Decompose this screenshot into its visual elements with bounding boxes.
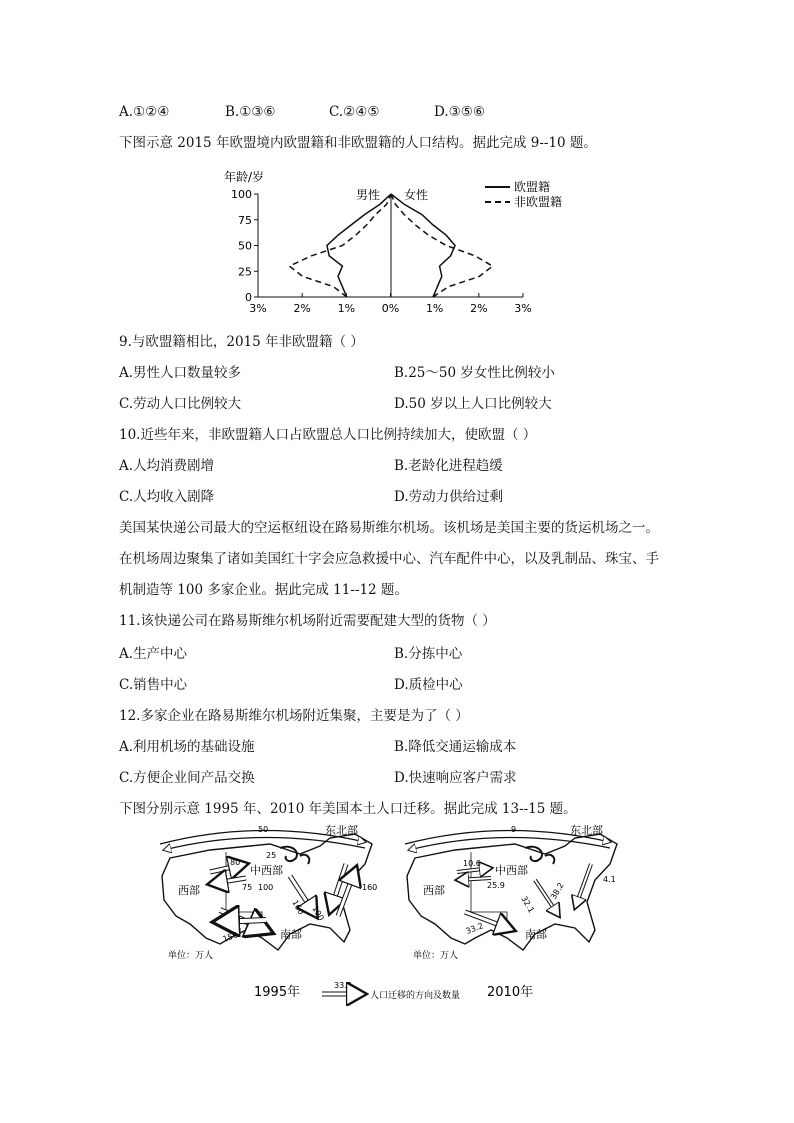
map-1995 [160, 824, 377, 1000]
val-1995-100: 100 [258, 883, 274, 892]
val-1995-150: 150 [221, 930, 240, 944]
series-eu-male-line [327, 194, 391, 297]
val-1995-25: 25 [266, 851, 277, 860]
x-tick-label: 0% [381, 302, 400, 315]
q10-stem: 10.近些年来，非欧盟籍人口占欧盟总人口比例持续加大，使欧盟（ ） [119, 427, 537, 443]
population-pyramid-chart [220, 164, 590, 322]
q12-stem: 12.多家企业在路易斯维尔机场附近集聚，主要是为了（ ） [119, 708, 469, 724]
option-b: B.①③⑥ [225, 104, 276, 120]
q11-option-c: C.销售中心 [119, 677, 188, 693]
x-tick-label: 2% [470, 302, 488, 315]
q11-stem: 11.该快递公司在路易斯维尔机场附近需要配建大型的货物（ ） [119, 613, 496, 629]
q9-option-b: B.25～50 岁女性比例较小 [394, 365, 555, 381]
q9-option-c: C.劳动人口比例较大 [119, 396, 242, 412]
q12-option-a: A.利用机场的基础设施 [119, 739, 255, 755]
region-w-1995: 西部 [178, 884, 200, 897]
x-tick-label: 3% [249, 302, 267, 315]
q9-option-d: D.50 岁以上人口比例较大 [394, 396, 552, 412]
y-tick-label: 0 [245, 291, 252, 304]
q9-stem: 9.与欧盟籍相比，2015 年非欧盟籍（ ） [119, 334, 364, 350]
female-label: 女性 [404, 188, 429, 202]
y-tick-label: 50 [238, 239, 252, 253]
val-2010-33-2: 33.2 [464, 921, 485, 936]
unit-1995: 单位：万人 [168, 951, 214, 961]
q11-option-a: A.生产中心 [119, 646, 188, 662]
option-a: A.①②④ [119, 104, 170, 120]
migration-maps [150, 820, 620, 1010]
intro-11-12-line2: 在机场周边聚集了诸如美国红十字会应急救援中心、汽车配件中心，以及乳制品、珠宝、手 [119, 551, 659, 567]
year-1995: 1995年 [254, 985, 301, 1000]
intro-9-10: 下图示意 2015 年欧盟境内欧盟籍和非欧盟籍的人口结构。据此完成 9--10 题。 [119, 135, 597, 151]
val-1995-100b: 100 [310, 904, 326, 923]
intro-11-12-line3: 机制造等 100 多家企业。据此完成 11--12 题。 [119, 582, 408, 598]
val-2010-38-2: 38.2 [548, 881, 566, 901]
q12-option-d: D.快速响应客户需求 [394, 770, 517, 786]
x-tick-label: 1% [425, 302, 444, 315]
region-ne-1995: 东北部 [325, 824, 358, 837]
val-2010-32-1: 32.1 [519, 894, 536, 915]
option-c: C.②④⑤ [329, 104, 380, 120]
val-1995-160b: 160 [362, 883, 378, 892]
q9-option-a: A.男性人口数量较多 [119, 365, 242, 381]
val-1995-80: 80 [230, 858, 241, 867]
val-1995-160a: 160 [290, 898, 306, 917]
map-2010 [405, 824, 617, 1000]
unit-2010: 单位：万人 [413, 951, 459, 961]
q10-option-b: B.老龄化进程趋缓 [394, 458, 503, 474]
q12-option-c: C.方便企业间产品交换 [119, 770, 255, 786]
y-tick-label: 75 [238, 213, 252, 227]
val-1995-50: 50 [258, 825, 269, 834]
val-2010-25-9: 25.9 [487, 881, 505, 890]
val-2010-4-1: 4.1 [603, 875, 616, 884]
arrow-s-w-1995-b [216, 920, 266, 922]
legend-value: 33.2 [334, 981, 352, 990]
q10-option-c: C.人均收入剧降 [119, 489, 215, 505]
region-w-2010: 西部 [423, 884, 445, 897]
series-eu-female-line [391, 194, 455, 297]
q11-option-d: D.质检中心 [394, 677, 463, 693]
option-d: D.③⑤⑥ [434, 104, 485, 120]
intro-11-12-line1: 美国某快递公司最大的空运枢纽设在路易斯维尔机场。该机场是美国主要的货运机场之一。 [119, 520, 659, 536]
region-mw-1995: 中西部 [250, 864, 283, 877]
q12-option-b: B.降低交通运输成本 [394, 739, 517, 755]
val-2010-9: 9 [511, 825, 517, 834]
region-s-2010: 南部 [525, 928, 547, 941]
legend-non-eu-label: 非欧盟籍 [514, 195, 563, 209]
legend-eu-label: 欧盟籍 [514, 180, 551, 194]
intro-13-15: 下图分别示意 1995 年、2010 年美国本土人口迁移。据此完成 13--15 题。 [119, 801, 577, 817]
val-2010-10-6: 10.6 [463, 859, 481, 868]
y-tick-label: 100 [231, 188, 252, 201]
series-non-eu-female-line [391, 194, 493, 297]
val-1995-75: 75 [242, 883, 253, 892]
y-tick-label: 25 [238, 265, 252, 279]
region-ne-2010: 东北部 [570, 824, 603, 837]
male-label: 男性 [356, 188, 381, 202]
region-s-1995: 南部 [280, 928, 302, 941]
q10-option-a: A.人均消费剧增 [119, 458, 215, 474]
x-tick-label: 2% [293, 302, 311, 315]
x-tick-label: 1% [337, 302, 356, 315]
year-2010: 2010年 [487, 985, 534, 1000]
q11-option-b: B.分拣中心 [394, 646, 463, 662]
y-axis-title: 年龄/岁 [224, 170, 265, 184]
region-mw-2010: 中西部 [495, 864, 528, 877]
legend-text: 人口迁移的方向及数量 [370, 991, 461, 1001]
x-tick-label: 3% [514, 302, 532, 315]
q10-option-d: D.劳动力供给过剩 [394, 489, 504, 505]
